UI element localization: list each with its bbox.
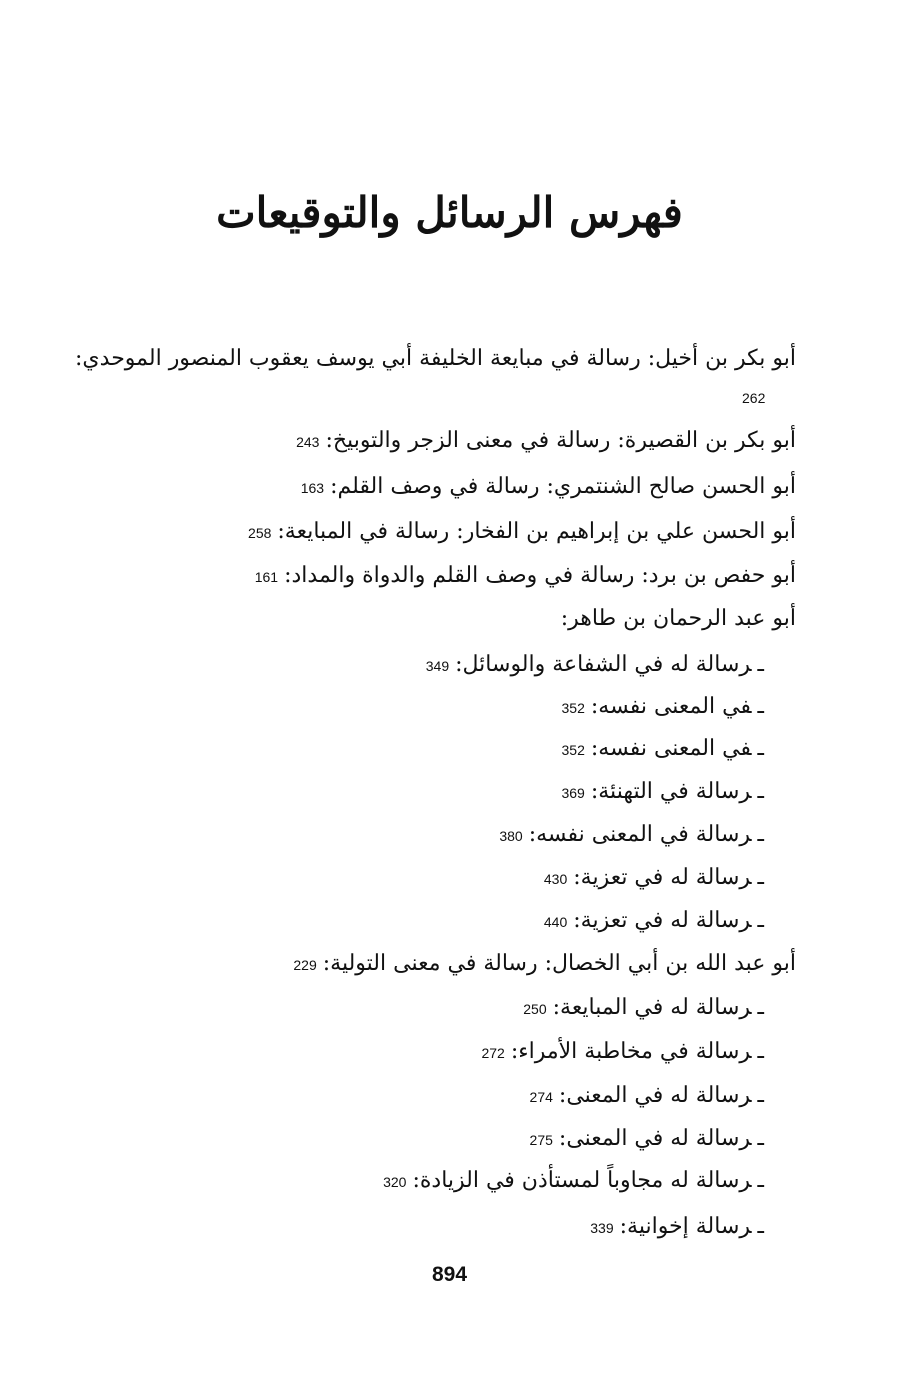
entry-text: رسالة له في الشفاعة والوسائل: xyxy=(455,652,752,677)
entry-text: رسالة إخوانية: xyxy=(619,1214,752,1239)
entry-text: رسالة له في تعزية: xyxy=(573,865,752,890)
entry-text: رسالة له في المعنى: xyxy=(558,1083,752,1108)
index-entry-heading xyxy=(561,604,796,634)
entry-text: أبو بكر بن القصيرة: رسالة في معنى الزجر والتوبيخ: xyxy=(325,428,796,453)
entry-page-number: 262 xyxy=(742,390,766,406)
entry-dash: ـ xyxy=(757,1214,764,1239)
entry-dash: ـ xyxy=(757,865,764,890)
entry-page-number: 272 xyxy=(481,1045,505,1061)
entry-page-number: 275 xyxy=(529,1132,553,1148)
entry-page-number: 440 xyxy=(543,914,568,930)
index-entry xyxy=(296,426,796,457)
entry-page-number: 339 xyxy=(590,1220,614,1236)
entry-page-number: 352 xyxy=(561,700,585,716)
entry-page-number: 369 xyxy=(561,785,585,801)
entry-text: رسالة له في المبايعة: xyxy=(552,995,752,1020)
index-entry xyxy=(75,344,796,374)
entry-text: رسالة له في المعنى: xyxy=(558,1126,752,1151)
entry-dash: ـ xyxy=(757,908,764,933)
index-subentry xyxy=(530,1081,764,1112)
entry-text: رسالة في مخاطبة الأمراء: xyxy=(510,1039,752,1064)
index-subentry xyxy=(523,993,764,1024)
index-subentry xyxy=(544,906,764,937)
entry-text: رسالة في المعنى نفسه: xyxy=(528,822,752,847)
entry-page-number: 320 xyxy=(383,1174,407,1190)
page-title: فهرس الرسائل والتوقيعات xyxy=(216,188,683,237)
entry-text: أبو عبد الرحمان بن طاهر: xyxy=(560,606,796,631)
entry-text: أبو الحسن صالح الشنتمري: رسالة في وصف القلم: xyxy=(330,474,796,499)
entry-text: رسالة له في تعزية: xyxy=(573,908,752,933)
index-entry xyxy=(301,472,796,503)
entry-text: أبو الحسن علي بن إبراهيم بن الفخار: رسالة في المبايعة: xyxy=(277,519,796,544)
entry-dash: ـ xyxy=(757,1168,764,1193)
index-subentry xyxy=(530,1124,764,1155)
entry-page-number: 163 xyxy=(300,480,325,496)
index-subentry xyxy=(383,1166,764,1197)
index-entry xyxy=(248,517,796,548)
page-number: 894 xyxy=(431,1263,468,1286)
index-subentry xyxy=(590,1212,764,1243)
entry-dash: ـ xyxy=(757,779,764,804)
entry-page-number: 250 xyxy=(523,1001,547,1017)
entry-dash: ـ xyxy=(757,995,764,1020)
index-subentry xyxy=(562,692,764,723)
index-subentry xyxy=(561,777,764,808)
entry-dash: ـ xyxy=(757,694,764,719)
entry-text: في المعنى نفسه: xyxy=(590,694,752,719)
entry-page-number: 243 xyxy=(296,434,320,450)
index-subentry xyxy=(481,1037,764,1068)
entry-text: أبو حفص بن برد: رسالة في وصف القلم والدواة والمداد: xyxy=(284,563,796,588)
entry-dash: ـ xyxy=(757,1083,764,1108)
entry-text: في المعنى نفسه: xyxy=(590,736,752,761)
entry-page-number: 161 xyxy=(254,569,279,585)
entry-text: أبو عبد الله بن أبي الخصال: رسالة في معنى التولية: xyxy=(322,951,796,976)
entry-dash: ـ xyxy=(757,1126,764,1151)
entry-dash: ـ xyxy=(757,1039,764,1064)
index-subentry xyxy=(426,650,764,681)
index-subentry xyxy=(544,863,764,894)
index-subentry xyxy=(562,734,764,765)
entry-page-number: 352 xyxy=(561,742,585,758)
index-entry xyxy=(293,949,796,980)
index-entry xyxy=(255,561,796,592)
entry-text: رسالة له مجاوباً لمستأذن في الزيادة: xyxy=(412,1168,752,1193)
entry-page-number: 274 xyxy=(529,1089,553,1105)
index-subentry xyxy=(499,820,764,851)
entry-page-number: 380 xyxy=(499,828,523,844)
entry-dash: ـ xyxy=(757,652,764,677)
entry-page-number: 229 xyxy=(293,957,317,973)
entry-dash: ـ xyxy=(757,822,764,847)
entry-dash: ـ xyxy=(757,736,764,761)
entry-page-number: 430 xyxy=(543,871,568,887)
entry-text: أبو بكر بن أخيل: رسالة في مبايعة الخليفة أبي يوسف يعقوب المنصور الموحدي: xyxy=(75,346,796,371)
entry-text: رسالة في التهنئة: xyxy=(590,779,752,804)
entry-page-number: 349 xyxy=(425,658,450,674)
entry-page-number: 258 xyxy=(248,525,272,541)
